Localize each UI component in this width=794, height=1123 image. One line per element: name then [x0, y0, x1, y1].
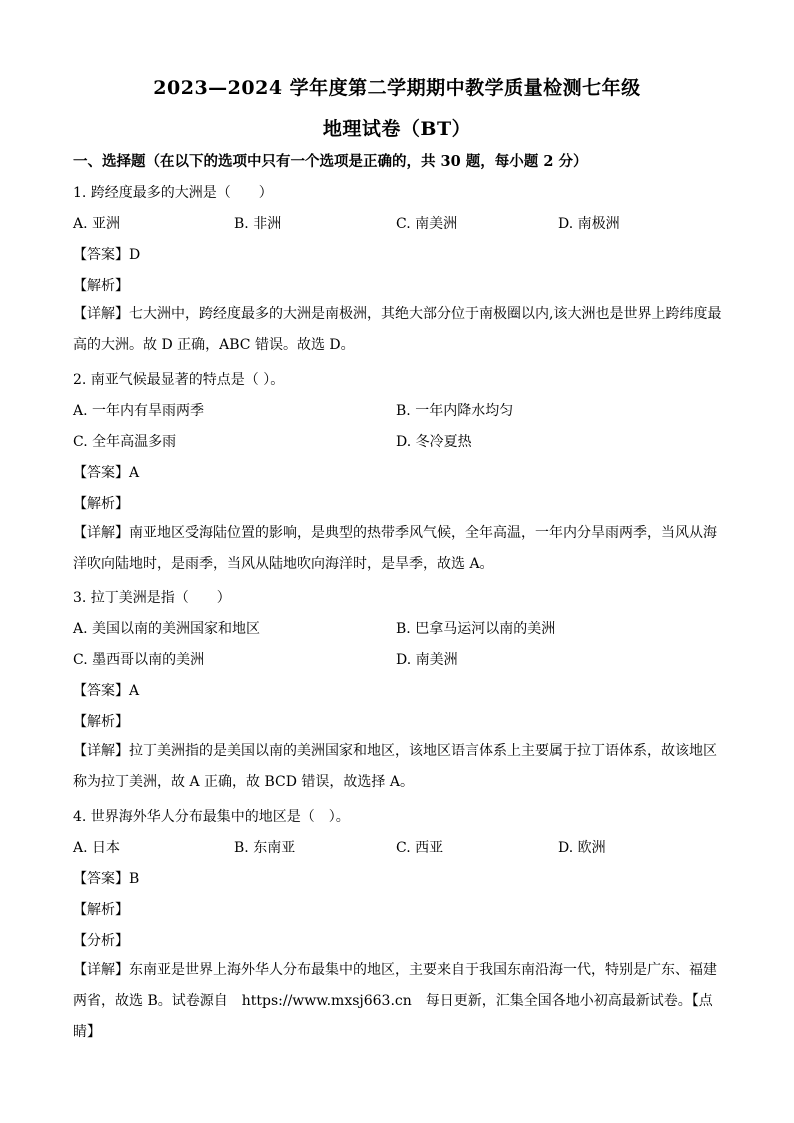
question-4-option-c: C. 西亚: [396, 840, 444, 856]
question-1-answer: 【答案】D: [73, 247, 141, 263]
question-2-option-d: D. 冬冷夏热: [396, 434, 472, 450]
question-3-option-d: D. 南美洲: [396, 652, 458, 668]
question-4-analysis-label: 【解析】: [73, 902, 129, 918]
question-3-option-c: C. 墨西哥以南的美洲: [73, 652, 205, 668]
question-4-option-d: D. 欧洲: [558, 840, 606, 856]
question-2-option-b: B. 一年内降水均匀: [396, 403, 514, 419]
exam-title: 2023—2024 学年度第二学期期中教学质量检测七年级: [153, 77, 641, 99]
question-1-analysis-label: 【解析】: [73, 278, 129, 294]
question-2-option-c: C. 全年高温多雨: [73, 434, 177, 450]
section-heading: 一、选择题（在以下的选项中只有一个选项是正确的，共 30 题，每小题 2 分）: [73, 153, 588, 170]
question-3-detail: 【详解】拉丁美洲指的是美国以南的美洲国家和地区，该地区语言体系上主要属于拉丁语体系，故该地区称为拉丁美洲，故 A 正确，故 BCD 错误，故选择 A。: [73, 743, 717, 790]
question-3-answer: 【答案】A: [73, 683, 140, 699]
exam-subtitle: 地理试卷（BT）: [322, 118, 472, 140]
question-3-stem: 3. 拉丁美洲是指（ ）: [73, 590, 231, 606]
question-2-detail: 【详解】南亚地区受海陆位置的影响，是典型的热带季风气候，全年高温，一年内分旱雨两季，当风从海洋吹向陆地时，是雨季，当风从陆地吹向海洋时，是旱季，故选 A。: [73, 525, 717, 572]
question-4-stem: 4. 世界海外华人分布最集中的地区是（ ）。: [73, 809, 350, 825]
question-1-stem: 1. 跨经度最多的大洲是（ ）: [73, 185, 273, 201]
question-2-option-a: A. 一年内有旱雨两季: [73, 403, 205, 419]
question-1-option-c: C. 南美洲: [396, 216, 458, 232]
question-4-answer: 【答案】B: [73, 871, 140, 887]
question-4-option-b: B. 东南亚: [234, 840, 296, 856]
question-3-analysis-label: 【解析】: [73, 714, 129, 730]
question-4-option-a: A. 日本: [73, 840, 121, 856]
question-4-detail: 【详解】东南亚是世界上海外华人分布最集中的地区，主要来自于我国东南沿海一代，特别是广东、福建两省，故选 B。试卷源自 https://www.mxsj663.cn 每日更新，汇集全国各地小初高最新试卷。【点睛】: [73, 962, 717, 1040]
question-2-analysis-label: 【解析】: [73, 496, 129, 512]
question-1-option-d: D. 南极洲: [558, 216, 620, 232]
question-1-option-b: B. 非洲: [234, 216, 282, 232]
question-1-detail: 【详解】七大洲中，跨经度最多的大洲是南极洲，其绝大部分位于南极圈以内,该大洲也是世界上跨纬度最高的大洲。故 D 正确，ABC 错误。故选 D。: [73, 306, 722, 353]
question-2-stem: 2. 南亚气候最显著的特点是（ ）。: [73, 372, 285, 388]
question-3-option-b: B. 巴拿马运河以南的美洲: [396, 621, 556, 637]
question-4-fenxi-label: 【分析】: [73, 933, 129, 949]
question-2-answer: 【答案】A: [73, 465, 140, 481]
question-1-option-a: A. 亚洲: [73, 216, 121, 232]
question-3-option-a: A. 美国以南的美洲国家和地区: [73, 621, 261, 637]
